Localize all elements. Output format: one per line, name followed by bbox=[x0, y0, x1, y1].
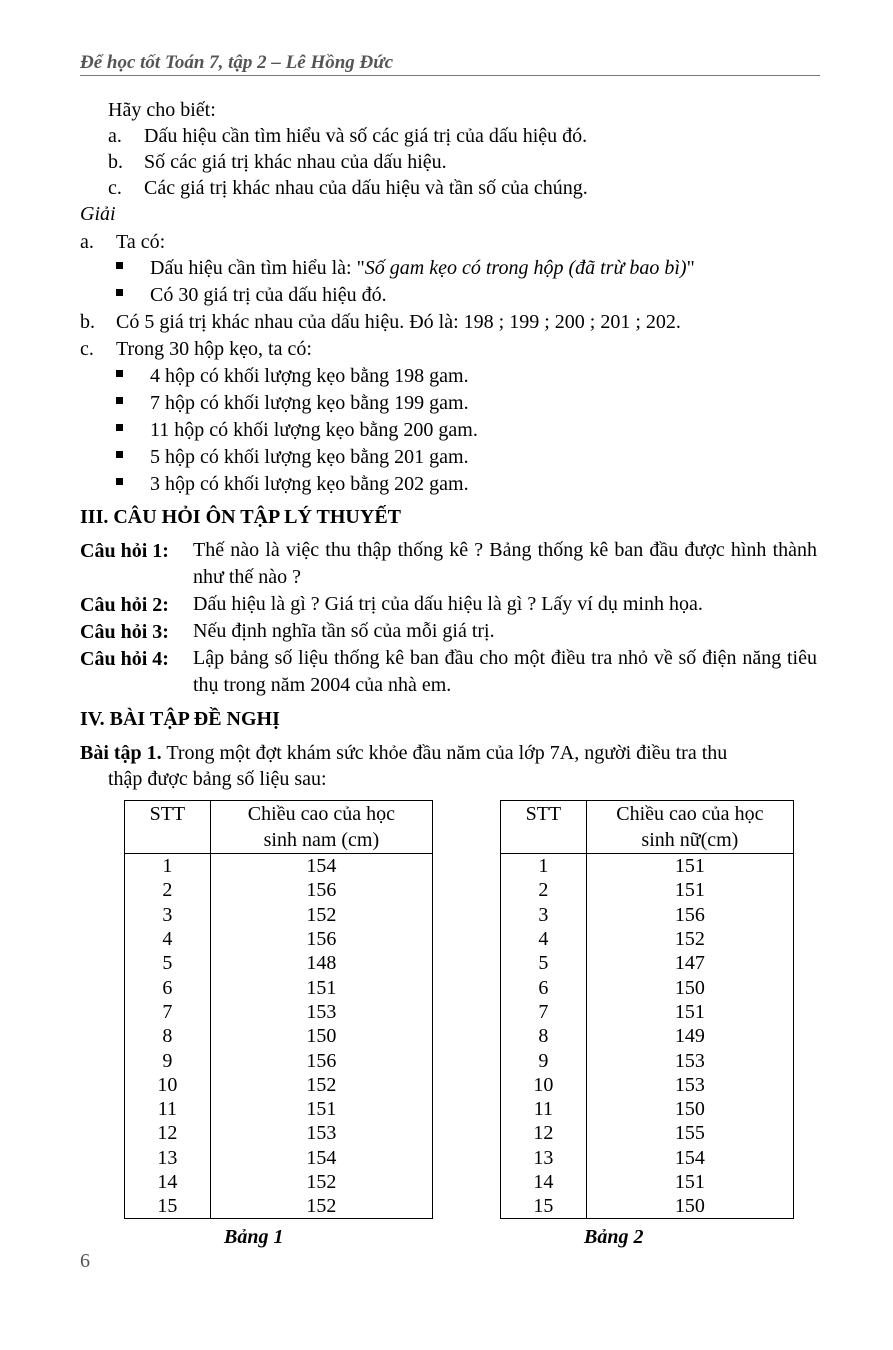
table-2-caption: Bảng 2 bbox=[584, 1226, 644, 1248]
intro-item-a-text: Dấu hiệu cần tìm hiểu và số các giá trị của dấu hiệu đó. bbox=[144, 125, 588, 147]
table-row bbox=[501, 1146, 794, 1170]
height-cell: 153 bbox=[586, 1048, 793, 1072]
table-row bbox=[125, 1170, 433, 1194]
table-row bbox=[125, 903, 433, 927]
stt-cell: 12 bbox=[125, 1121, 211, 1145]
table-2 bbox=[500, 800, 794, 1219]
solution-c-text: Trong 30 hộp kẹo, ta có: bbox=[116, 338, 312, 360]
table-row bbox=[125, 927, 433, 951]
table-row bbox=[501, 1194, 794, 1219]
height-cell: 154 bbox=[210, 854, 432, 879]
table-row bbox=[125, 878, 433, 902]
stt-cell: 9 bbox=[125, 1048, 211, 1072]
height-cell: 149 bbox=[586, 1024, 793, 1048]
section-3-title: III. CÂU HỎI ÔN TẬP LÝ THUYẾT bbox=[80, 506, 401, 528]
solution-c-bullet: 7 hộp có khối lượng kẹo bằng 199 gam. bbox=[150, 392, 469, 414]
table-row bbox=[501, 1097, 794, 1121]
height-cell: 153 bbox=[586, 1073, 793, 1097]
table-1-header-line-2: sinh nam (cm) bbox=[263, 829, 380, 851]
table-row bbox=[125, 975, 433, 999]
table-2-header-line-2: sinh nữ(cm) bbox=[641, 829, 739, 851]
table-1-caption: Bảng 1 bbox=[224, 1226, 284, 1248]
stt-cell: 8 bbox=[125, 1024, 211, 1048]
intro-item-c-marker: c. bbox=[108, 177, 122, 199]
stt-cell: 13 bbox=[501, 1146, 587, 1170]
height-cell: 150 bbox=[210, 1024, 432, 1048]
table-row bbox=[125, 951, 433, 975]
stt-cell: 3 bbox=[125, 903, 211, 927]
intro-prompt: Hãy cho biết: bbox=[108, 99, 216, 121]
intro-item-a-marker: a. bbox=[108, 125, 122, 147]
table-row bbox=[125, 1194, 433, 1219]
exercise-1-line-2: thập được bảng số liệu sau: bbox=[108, 768, 327, 790]
table-row bbox=[501, 1048, 794, 1072]
table-row bbox=[125, 1073, 433, 1097]
stt-cell: 6 bbox=[501, 975, 587, 999]
solution-b-text: Có 5 giá trị khác nhau của dấu hiệu. Đó là: 198 ; 199 ; 200 ; 201 ; 202. bbox=[116, 311, 681, 333]
height-cell: 147 bbox=[586, 951, 793, 975]
stt-cell: 15 bbox=[501, 1194, 587, 1219]
question-3-text: Nếu định nghĩa tần số của mỗi giá trị. bbox=[193, 620, 495, 642]
stt-cell: 8 bbox=[501, 1024, 587, 1048]
stt-cell: 7 bbox=[125, 1000, 211, 1024]
bullet-icon bbox=[116, 451, 123, 458]
question-4-label: Câu hỏi 4: bbox=[80, 648, 169, 670]
table-1 bbox=[124, 800, 433, 1219]
height-cell: 156 bbox=[210, 878, 432, 902]
table-row bbox=[501, 927, 794, 951]
bullet-icon bbox=[116, 262, 123, 269]
stt-cell: 4 bbox=[501, 927, 587, 951]
question-4-text: Lập bảng số liệu thống kê ban đầu cho một điều tra nhỏ về số điện năng tiêu thụ trong năm 2004 của nhà em. bbox=[193, 647, 817, 696]
intro-item-b-text: Số các giá trị khác nhau của dấu hiệu. bbox=[144, 151, 447, 173]
intro-item-b-marker: b. bbox=[108, 151, 123, 173]
table-row bbox=[501, 903, 794, 927]
intro-item-c-text: Các giá trị khác nhau của dấu hiệu và tần số của chúng. bbox=[144, 177, 588, 199]
stt-cell: 6 bbox=[125, 975, 211, 999]
question-1-label: Câu hỏi 1: bbox=[80, 540, 169, 562]
table-row bbox=[125, 1097, 433, 1121]
bullet-icon bbox=[116, 370, 123, 377]
height-cell: 152 bbox=[210, 1194, 432, 1219]
table-1-header-line-1: Chiều cao của học bbox=[247, 803, 395, 825]
stt-cell: 1 bbox=[501, 854, 587, 879]
stt-cell: 3 bbox=[501, 903, 587, 927]
table-row bbox=[501, 1000, 794, 1024]
height-cell: 152 bbox=[210, 903, 432, 927]
height-cell: 151 bbox=[586, 1000, 793, 1024]
solution-a-marker: a. bbox=[80, 231, 94, 253]
height-cell: 153 bbox=[210, 1121, 432, 1145]
table-2-col-height bbox=[586, 801, 793, 854]
height-cell: 151 bbox=[210, 1097, 432, 1121]
stt-cell: 14 bbox=[501, 1170, 587, 1194]
height-cell: 156 bbox=[210, 927, 432, 951]
solution-heading: Giải bbox=[80, 203, 116, 225]
height-cell: 152 bbox=[586, 927, 793, 951]
height-cell: 153 bbox=[210, 1000, 432, 1024]
solution-c-bullet: 4 hộp có khối lượng kẹo bằng 198 gam. bbox=[150, 365, 469, 387]
height-cell: 154 bbox=[586, 1146, 793, 1170]
solution-a-text: Ta có: bbox=[116, 231, 166, 253]
height-cell: 154 bbox=[210, 1146, 432, 1170]
height-cell: 151 bbox=[210, 975, 432, 999]
stt-cell: 10 bbox=[125, 1073, 211, 1097]
table-2-header-line-1: Chiều cao của học bbox=[616, 803, 764, 825]
stt-cell: 14 bbox=[125, 1170, 211, 1194]
stt-cell: 13 bbox=[125, 1146, 211, 1170]
bullet-1-prefix: Dấu hiệu cần tìm hiểu là: " bbox=[150, 257, 365, 279]
exercise-1-label: Bài tập 1. bbox=[80, 742, 162, 764]
table-row bbox=[501, 975, 794, 999]
stt-cell: 2 bbox=[501, 878, 587, 902]
solution-c-marker: c. bbox=[80, 338, 94, 360]
height-cell: 156 bbox=[586, 903, 793, 927]
bullet-1-suffix: " bbox=[686, 257, 695, 279]
table-row bbox=[501, 1121, 794, 1145]
solution-c-bullet: 3 hộp có khối lượng kẹo bằng 202 gam. bbox=[150, 473, 469, 495]
table-row bbox=[125, 1000, 433, 1024]
table-row bbox=[125, 1024, 433, 1048]
stt-cell: 5 bbox=[125, 951, 211, 975]
running-header: Để học tốt Toán 7, tập 2 – Lê Hồng Đức bbox=[80, 52, 394, 73]
solution-a-bullet-1 bbox=[150, 256, 695, 280]
exercise-1-text: Trong một đợt khám sức khỏe đầu năm của lớp 7A, người điều tra thu bbox=[166, 742, 728, 764]
height-cell: 152 bbox=[210, 1170, 432, 1194]
stt-cell: 5 bbox=[501, 951, 587, 975]
stt-cell: 12 bbox=[501, 1121, 587, 1145]
stt-cell: 9 bbox=[501, 1048, 587, 1072]
section-4-title: IV. BÀI TẬP ĐỀ NGHỊ bbox=[80, 708, 280, 730]
page-number: 6 bbox=[80, 1250, 90, 1272]
stt-cell: 11 bbox=[501, 1097, 587, 1121]
height-cell: 152 bbox=[210, 1073, 432, 1097]
exercise-1-line-1 bbox=[80, 741, 817, 765]
header-rule bbox=[80, 75, 820, 76]
question-2-text: Dấu hiệu là gì ? Giá trị của dấu hiệu là gì ? Lấy ví dụ minh họa. bbox=[193, 593, 703, 615]
table-row bbox=[501, 1073, 794, 1097]
table-row bbox=[501, 951, 794, 975]
height-cell: 150 bbox=[586, 975, 793, 999]
bullet-icon bbox=[116, 289, 123, 296]
question-2-label: Câu hỏi 2: bbox=[80, 594, 169, 616]
stt-cell: 4 bbox=[125, 927, 211, 951]
table-row bbox=[125, 1048, 433, 1072]
stt-cell: 11 bbox=[125, 1097, 211, 1121]
height-cell: 151 bbox=[586, 1170, 793, 1194]
table-2-col-stt: STT bbox=[501, 801, 587, 854]
stt-cell: 10 bbox=[501, 1073, 587, 1097]
bullet-1-italic: Số gam kẹo có trong hộp (đã trừ bao bì) bbox=[364, 257, 687, 279]
solution-a-bullet-2: Có 30 giá trị của dấu hiệu đó. bbox=[150, 284, 387, 306]
height-cell: 151 bbox=[586, 878, 793, 902]
table-row bbox=[501, 878, 794, 902]
table-row bbox=[501, 854, 794, 879]
bullet-icon bbox=[116, 424, 123, 431]
question-3-label: Câu hỏi 3: bbox=[80, 621, 169, 643]
bullet-icon bbox=[116, 478, 123, 485]
solution-b-marker: b. bbox=[80, 311, 95, 333]
solution-c-bullet: 5 hộp có khối lượng kẹo bằng 201 gam. bbox=[150, 446, 469, 468]
stt-cell: 15 bbox=[125, 1194, 211, 1219]
solution-c-bullet: 11 hộp có khối lượng kẹo bằng 200 gam. bbox=[150, 419, 478, 441]
height-cell: 156 bbox=[210, 1048, 432, 1072]
height-cell: 150 bbox=[586, 1097, 793, 1121]
table-1-col-height bbox=[210, 801, 432, 854]
bullet-icon bbox=[116, 397, 123, 404]
table-1-col-stt: STT bbox=[125, 801, 211, 854]
table-row bbox=[501, 1170, 794, 1194]
stt-cell: 7 bbox=[501, 1000, 587, 1024]
table-row bbox=[501, 1024, 794, 1048]
stt-cell: 1 bbox=[125, 854, 211, 879]
stt-cell: 2 bbox=[125, 878, 211, 902]
table-row bbox=[125, 1121, 433, 1145]
table-row bbox=[125, 1146, 433, 1170]
height-cell: 151 bbox=[586, 854, 793, 879]
height-cell: 155 bbox=[586, 1121, 793, 1145]
question-1-text: Thế nào là việc thu thập thống kê ? Bảng thống kê ban đầu được hình thành như thế nào ? bbox=[193, 539, 817, 588]
height-cell: 150 bbox=[586, 1194, 793, 1219]
height-cell: 148 bbox=[210, 951, 432, 975]
table-row bbox=[125, 854, 433, 879]
